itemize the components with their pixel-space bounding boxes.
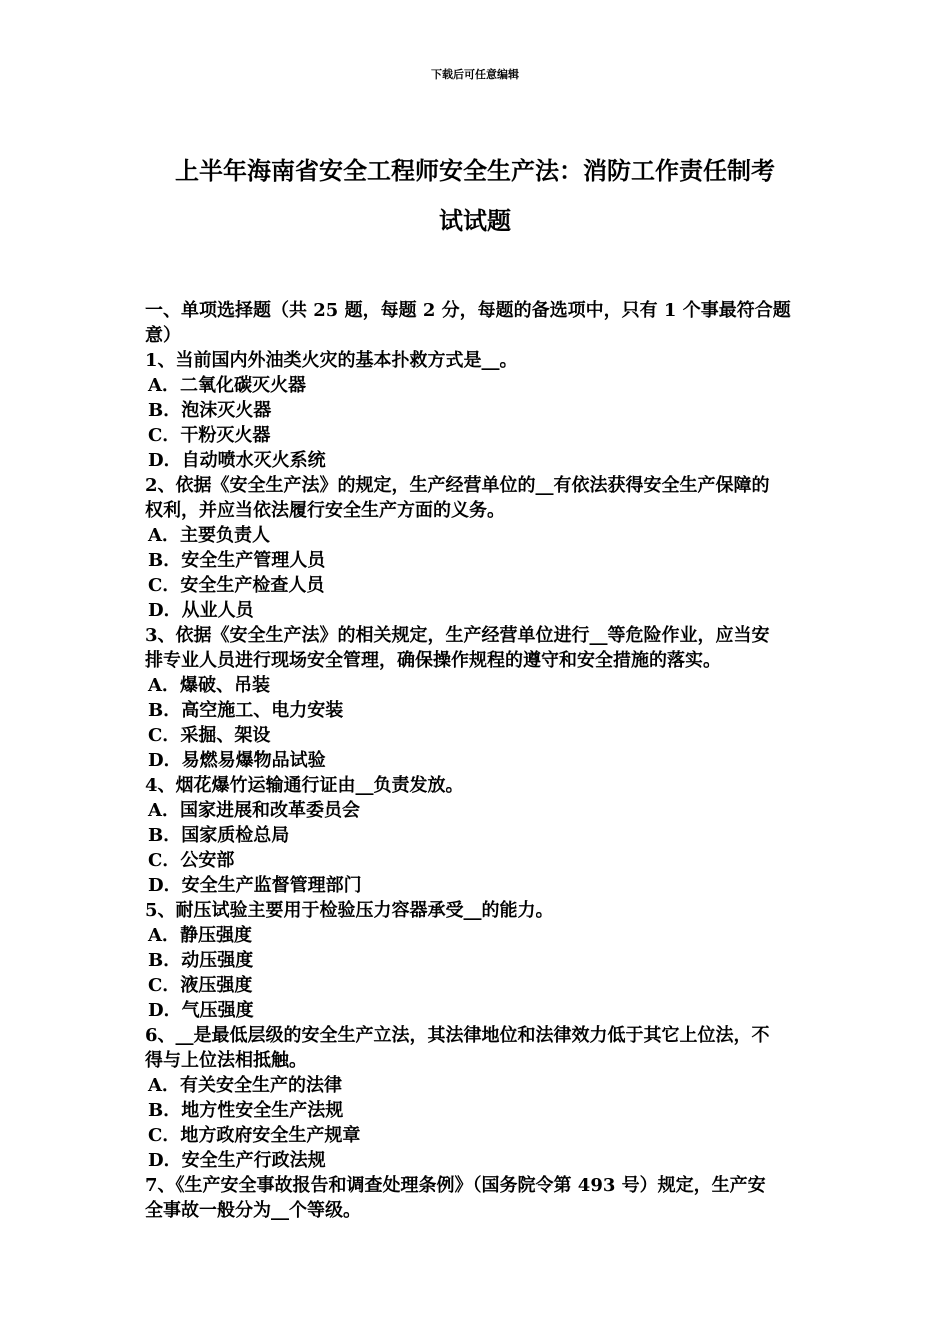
question-text-cont: 全事故一般分为__个等级。 [145, 1200, 361, 1221]
question-3 [145, 623, 810, 773]
option-a: A．国家进展和改革委员会 [148, 800, 360, 821]
option-c: C．安全生产检查人员 [148, 575, 325, 596]
question-text: 3、依据《安全生产法》的相关规定，生产经营单位进行__等危险作业，应当安 [145, 625, 770, 646]
option-a: A．静压强度 [148, 925, 252, 946]
section-heading-line-2: 意） [145, 325, 181, 346]
question-text: 4、烟花爆竹运输通行证由__负责发放。 [145, 775, 464, 796]
question-2 [145, 473, 810, 623]
question-text: 5、耐压试验主要用于检验压力容器承受__的能力。 [145, 900, 554, 921]
option-d: D．易燃易爆物品试验 [148, 750, 326, 771]
option-d: D．自动喷水灭火系统 [148, 450, 326, 471]
question-text-cont: 排专业人员进行现场安全管理，确保操作规程的遵守和安全措施的落实。 [145, 650, 721, 671]
title-line-2: 试试题 [439, 206, 511, 235]
option-c: C．地方政府安全生产规章 [148, 1125, 361, 1146]
option-c: C．公安部 [148, 850, 235, 871]
question-text: 1、当前国内外油类火灾的基本扑救方式是__。 [145, 350, 518, 371]
header-note: 下载后可任意编辑 [431, 68, 519, 81]
document-title [140, 146, 810, 246]
question-text: 6、__是最低层级的安全生产立法，其法律地位和法律效力低于其它上位法，不 [145, 1025, 770, 1046]
option-c: C．液压强度 [148, 975, 253, 996]
question-text: 2、依据《安全生产法》的规定，生产经营单位的__有依法获得安全生产保障的 [145, 475, 770, 496]
question-6 [145, 1023, 810, 1173]
option-d: D．从业人员 [148, 600, 254, 621]
option-a: A．有关安全生产的法律 [148, 1075, 342, 1096]
question-text: 7、《生产安全事故报告和调查处理条例》（国务院令第 493 号）规定，生产安 [145, 1175, 766, 1196]
option-a: A．二氧化碳灭火器 [148, 375, 306, 396]
document-body [145, 298, 810, 1223]
question-4 [145, 773, 810, 898]
option-b: B．泡沫灭火器 [148, 400, 272, 421]
option-a: A．主要负责人 [148, 525, 270, 546]
option-d: D．安全生产行政法规 [148, 1150, 326, 1171]
title-line-1: 上半年海南省安全工程师安全生产法：消防工作责任制考 [175, 156, 775, 185]
question-7 [145, 1173, 810, 1223]
option-c: C．干粉灭火器 [148, 425, 271, 446]
option-b: B．高空施工、电力安装 [148, 700, 344, 721]
question-text-cont: 得与上位法相抵触。 [145, 1050, 307, 1071]
option-b: B．国家质检总局 [148, 825, 290, 846]
option-b: B．安全生产管理人员 [148, 550, 326, 571]
question-1 [145, 348, 810, 473]
section-heading-line-1: 一、单项选择题（共 25 题，每题 2 分，每题的备选项中，只有 1 个事最符合题 [145, 300, 791, 321]
question-5 [145, 898, 810, 1023]
option-d: D．安全生产监督管理部门 [148, 875, 362, 896]
option-b: B．动压强度 [148, 950, 254, 971]
option-a: A．爆破、吊装 [148, 675, 270, 696]
option-c: C．采掘、架设 [148, 725, 271, 746]
question-text-cont: 权利，并应当依法履行安全生产方面的义务。 [145, 500, 505, 521]
option-d: D．气压强度 [148, 1000, 254, 1021]
option-b: B．地方性安全生产法规 [148, 1100, 344, 1121]
